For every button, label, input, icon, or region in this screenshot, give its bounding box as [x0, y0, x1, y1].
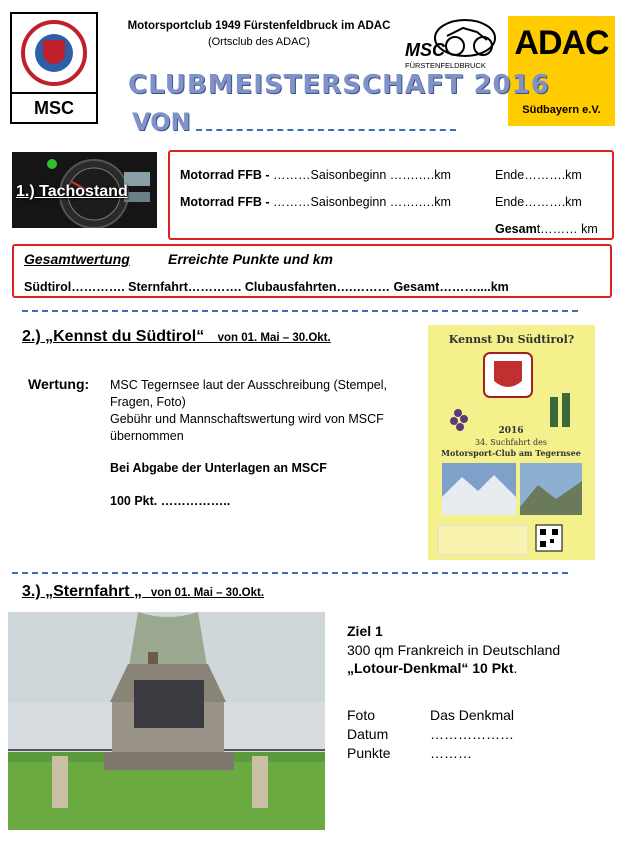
poster-line-1: 34. Suchfahrt des — [475, 438, 547, 447]
section3-title: 3.) „Sternfahrt „ von 01. Mai – 30.Okt. — [22, 583, 265, 600]
wertung-points: 100 Pkt. …………….. — [110, 494, 231, 508]
punkte-value: ……… — [430, 745, 472, 761]
datum-label: Datum — [347, 726, 389, 742]
start-field: ………Saisonbeginn …….….km — [273, 168, 451, 182]
bike-row-2 — [180, 195, 451, 209]
bike-row-1 — [180, 168, 451, 182]
page-title: CLUBMEISTERSCHAFT 2016 — [128, 70, 550, 100]
wertung-label: Wertung: — [28, 376, 90, 392]
poster-line-2: Motorsport-Club am Tegernsee — [441, 448, 581, 458]
section3-period: von 01. Mai – 30.Okt. — [150, 587, 265, 599]
total-field: Gesamt……… km — [495, 222, 598, 236]
end-field: Ende……….km — [495, 195, 582, 209]
lotour-denkmal-photo — [8, 612, 325, 830]
end-field: Ende……….km — [495, 168, 582, 182]
von-label: VON — [132, 108, 191, 136]
poster-year: 2016 — [498, 426, 524, 436]
gesamtwertung-subtitle: Erreichte Punkte und km — [168, 251, 333, 267]
von-fill-line — [196, 129, 456, 131]
ffb-logo-text: MSC — [405, 40, 445, 60]
separator-2 — [12, 572, 568, 574]
bike-label: Motorrad FFB - — [180, 195, 274, 209]
section1-label: 1.) Tachostand — [16, 183, 128, 200]
gesamtwertung-line: Südtirol…………. Sternfahrt…………. Clubausfahrten….……… Gesamt………....km — [24, 280, 509, 294]
separator-1 — [22, 310, 578, 312]
adac-region: Südbayern e.V. — [522, 104, 601, 116]
ziel-description: 300 qm Frankreich in Deutschland — [347, 642, 561, 658]
ziel-label: Ziel 1 — [347, 623, 383, 639]
poster-title: Kennst Du Südtirol? — [448, 333, 575, 346]
msc-seal — [21, 20, 87, 86]
wertung-text-1: MSC Tegernsee laut der Ausschreibung (Stempel, Fragen, Foto) — [110, 378, 388, 409]
foto-value: Das Denkmal — [430, 707, 515, 723]
msc-logo-label: MSC — [12, 92, 96, 122]
club-name: Motorsportclub 1949 Fürstenfeldbruck im ADAC — [127, 20, 391, 32]
bike-label: Motorrad FFB - — [180, 168, 274, 182]
msc-logo — [10, 12, 98, 124]
club-sub: (Ortsclub des ADAC) — [207, 36, 311, 48]
suedtirol-poster — [428, 325, 595, 560]
denkmal-points: „Lotour-Denkmal“ 10 Pkt. — [347, 660, 518, 676]
msc-ffb-logo — [403, 16, 499, 74]
section2-title: 2.) „Kennst du Südtirol“ von 01. Mai – 30.Okt. — [22, 328, 331, 345]
start-field: ………Saisonbeginn …….….km — [273, 195, 451, 209]
wertung-text-2: Gebühr und Mannschaftswertung wird von MSCF übernommen — [110, 412, 384, 443]
section2-period: von 01. Mai – 30.Okt. — [217, 332, 331, 344]
adac-logo-text: ADAC — [514, 24, 609, 62]
punkte-label: Punkte — [347, 745, 391, 761]
datum-value: ……………… — [430, 726, 514, 742]
gesamtwertung-title: Gesamtwertung — [24, 251, 130, 267]
foto-label: Foto — [347, 707, 376, 723]
wertung-text-3: Bei Abgabe der Unterlagen an MSCF — [110, 461, 327, 475]
ffb-logo-sub: FÜRSTENFELDBRUCK — [405, 61, 486, 70]
tachostand-box — [168, 150, 614, 240]
gesamtwertung-box — [12, 244, 612, 298]
